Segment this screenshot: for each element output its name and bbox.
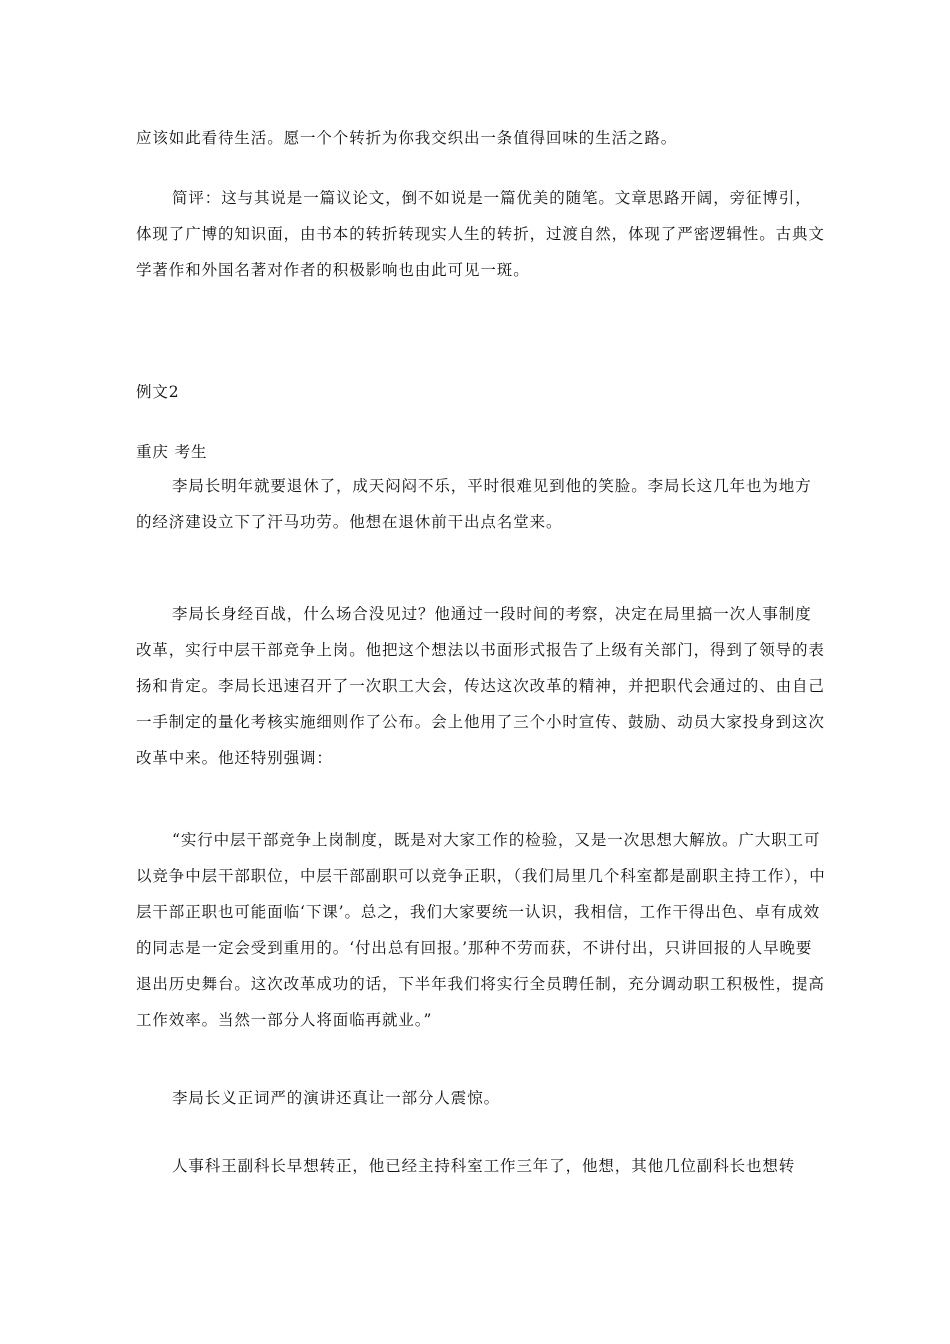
paragraph-story-1: 李局长明年就要退休了，成天闷闷不乐，平时很难见到他的笑脸。李局长这几年也为地方的经济建设立下了汗马功劳。他想在退休前干出点名堂来。 xyxy=(136,477,812,531)
paragraph-story-4: 人事科王副科长早想转正，他已经主持科室工作三年了，他想，其他几位副科长也想转 xyxy=(172,1157,796,1175)
paragraph-story-3: 李局长义正词严的演讲还真让一部分人震惊。 xyxy=(172,1089,501,1107)
paragraph-story-2: 李局长身经百战，什么场合没见过？他通过一段时间的考察，决定在局里搞一次人事制度改革，实行中层干部竞争上岗。他把这个想法以书面形式报告了上级有关部门，得到了领导的表扬和肯定。李局长迅速召开了一次职工大会，传达这次改革的精神，并把职代会通过的、由自己一手制定的量化考核实施细则作了公布。会上他用了三个小时宣传、鼓励、动员大家投身到这次改革中来。他还特别强调： xyxy=(136,605,825,767)
author-line: 重庆 考生 xyxy=(136,443,208,461)
section-heading: 例文2 xyxy=(136,383,180,401)
paragraph-commentary: 简评：这与其说是一篇议论文，倒不如说是一篇优美的随笔。文章思路开阔，旁征博引，体现了广博的知识面，由书本的转折转现实人生的转折，过渡自然，体现了严密逻辑性。古典文学著作和外国名著对作者的积极影响也由此可见一斑。 xyxy=(136,189,825,279)
paragraph-speech-quote: “实行中层干部竞争上岗制度，既是对大家工作的检验，又是一次思想大解放。广大职工可以竞争中层干部职位，中层干部副职可以竞争正职，（我们局里几个科室都是副职主持工作），中层干部正职也可能面临‘下课’。总之，我们大家要统一认识，我相信，工作干得出色、卓有成效的同志是一定会受到重用的。‘付出总有回报。’那种不劳而获，不讲付出，只讲回报的人早晚要退出历史舞台。这次改革成功的话，下半年我们将实行全员聘任制，充分调动职工积极性，提高工作效率。当然一部分人将面临再就业。” xyxy=(136,831,826,1029)
paragraph-closing-line: 应该如此看待生活。愿一个个转折为你我交织出一条值得回味的生活之路。 xyxy=(136,129,678,147)
